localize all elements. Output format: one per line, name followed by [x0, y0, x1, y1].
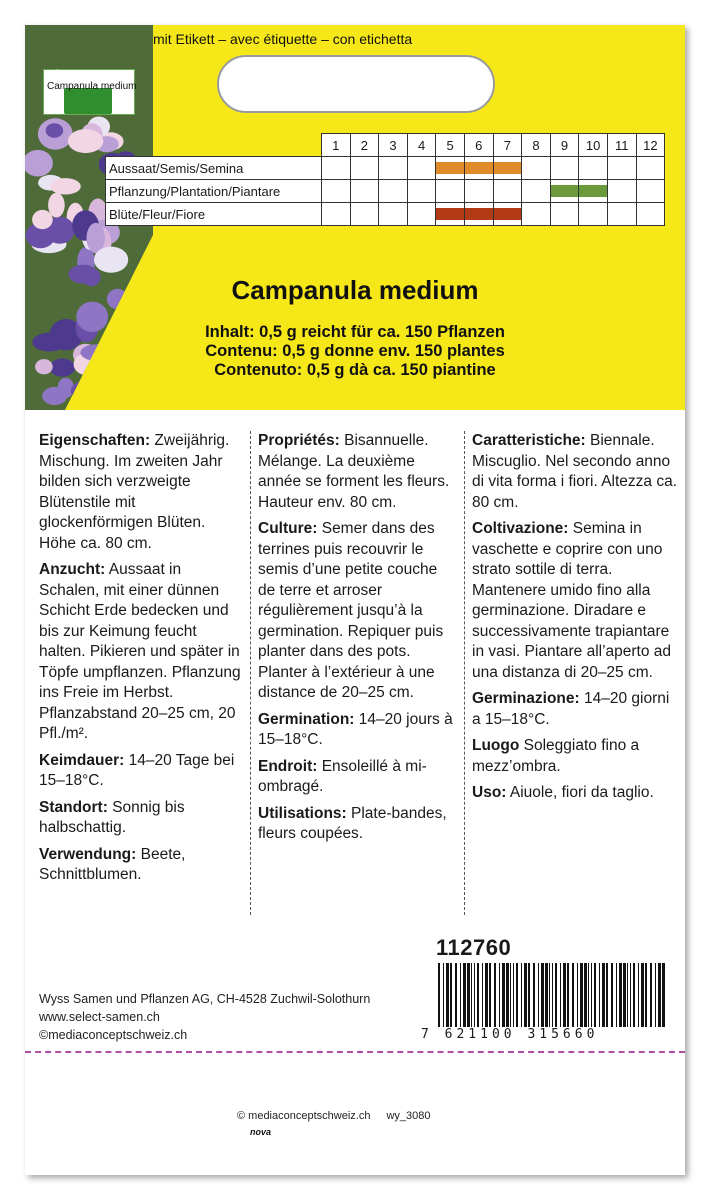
calendar-cell [379, 203, 408, 226]
instruction-heading: Verwendung: [39, 845, 137, 863]
barcode-bar [650, 963, 652, 1035]
barcode-bar [560, 963, 561, 1035]
calendar-cell [522, 180, 551, 203]
barcode-bar [555, 963, 557, 1035]
calendar-cell [493, 180, 522, 203]
calendar-cell [407, 203, 436, 226]
calendar-cell [493, 203, 522, 226]
select-logo-text: select [45, 69, 74, 80]
barcode-bar [638, 963, 639, 1035]
instruction-heading: Germination: [258, 710, 355, 728]
calendar-cell [607, 203, 636, 226]
barcode-bar [572, 963, 574, 1035]
footer-copyright: © mediaconceptschweiz.ch [237, 1110, 371, 1122]
instruction-text: 14–20 giorni a 15–18°C. [472, 690, 670, 728]
footer [237, 1110, 431, 1122]
month-header: 2 [350, 134, 379, 157]
barcode-bar [506, 963, 509, 1035]
instruction-text: Zweijährig. Mischung. Im zweiten Jahr bilden sich verzweigte Blütenstile mit glockenförmigen Blüten. Höhe ca. 80 cm. [39, 432, 230, 552]
calendar-cell [436, 157, 465, 180]
barcode-bar [502, 963, 505, 1035]
month-header: 4 [407, 134, 436, 157]
month-header: 6 [464, 134, 493, 157]
barcode-bar [499, 963, 500, 1035]
calendar-cell [636, 180, 665, 203]
instruction-paragraph [258, 804, 458, 845]
label-note: mit Etikett – avec étiquette – con etichetta [153, 31, 413, 47]
bloom [71, 380, 105, 401]
month-header: 11 [607, 134, 636, 157]
calendar-cell [436, 203, 465, 226]
imprint-company: Wyss Samen und Pflanzen AG, CH-4528 Zuchwil-Solothurn [39, 992, 371, 1006]
instruction-heading: Luogo [472, 737, 520, 754]
barcode-bar [438, 963, 440, 1035]
barcode-bar [602, 963, 605, 1035]
instruction-paragraph [472, 431, 678, 513]
calendar-corner [106, 134, 322, 157]
month-header: 7 [493, 134, 522, 157]
bloom [50, 178, 81, 194]
instruction-heading: Endroit: [258, 757, 318, 775]
instruction-text: 14–20 Tage bei 15–18°C. [39, 751, 235, 789]
barcode-bar [599, 963, 600, 1035]
barcode-bar [467, 963, 470, 1035]
barcode-bar [616, 963, 617, 1035]
instruction-heading: Uso: [472, 784, 507, 801]
calendar-cell [636, 203, 665, 226]
calendar-period-bar [494, 162, 522, 174]
instruction-text: Plate-bandes, fleurs coupées. [258, 804, 447, 842]
instruction-heading: Utilisations: [258, 804, 347, 822]
calendar-cell [579, 157, 608, 180]
barcode-bar [446, 963, 449, 1035]
calendar-period-bar [579, 185, 607, 197]
barcode-bar [455, 963, 457, 1035]
instruction-heading: Coltivazione: [472, 520, 569, 537]
calendar-cell [350, 180, 379, 203]
instruction-paragraph [258, 431, 458, 513]
barcode-bar [471, 963, 472, 1035]
instruction-text: Sonnig bis halbschattig. [39, 798, 185, 836]
barcode-bar [482, 963, 483, 1035]
barcode-bar [623, 963, 626, 1035]
barcode-bar [658, 963, 661, 1035]
barcode-bar [443, 963, 444, 1035]
barcode-bar [545, 963, 548, 1035]
imprint-website: www.select-samen.ch [39, 1010, 160, 1024]
calendar-period-bar [436, 162, 464, 174]
instruction-paragraph [39, 560, 242, 745]
barcode-bar [485, 963, 488, 1035]
imprint [39, 990, 370, 1044]
barcode-bar [524, 963, 527, 1035]
calendar-period-bar [494, 208, 522, 220]
barcode-bar [563, 963, 566, 1035]
instruction-heading: Culture: [258, 520, 318, 537]
column-italian [472, 431, 678, 810]
instruction-text: Bisannuelle. Mélange. La deuxième année se forment les fleurs. Hauteur env. 80 cm. [258, 432, 450, 511]
bloom [48, 193, 65, 218]
barcode-bar [538, 963, 539, 1035]
barcode-bar [584, 963, 587, 1035]
footer-code: wy_3080 [386, 1110, 431, 1122]
barcode-bar [580, 963, 583, 1035]
barcode-bar [549, 963, 550, 1035]
bloom [83, 383, 112, 410]
calendar-row [106, 180, 665, 203]
column-divider [464, 431, 465, 915]
calendar-cell [579, 180, 608, 203]
barcode-bar [630, 963, 631, 1035]
calendar-cell [464, 157, 493, 180]
calendar-cell [379, 180, 408, 203]
article-number: 112760 [436, 935, 512, 960]
barcode-bar [528, 963, 530, 1035]
calendar-period-bar [436, 208, 464, 220]
column-german [39, 431, 242, 892]
calendar-cell [464, 180, 493, 203]
instruction-paragraph [472, 736, 678, 777]
barcode-bar [591, 963, 592, 1035]
bloom [94, 247, 128, 273]
instruction-paragraph [472, 689, 678, 730]
column-french [258, 431, 458, 851]
instruction-paragraph [258, 757, 458, 798]
instructions [25, 431, 685, 931]
calendar-row-label: Pflanzung/Plantation/Piantare [106, 180, 322, 203]
calendar-cell [493, 157, 522, 180]
calendar-row-label: Aussaat/Semis/Semina [106, 157, 322, 180]
calendar-cell [522, 157, 551, 180]
contents-de: Inhalt: 0,5 g reicht für ca. 150 Pflanzen [205, 323, 505, 341]
month-header: 3 [379, 134, 408, 157]
instruction-heading: Keimdauer: [39, 751, 125, 769]
barcode-bar [594, 963, 596, 1035]
bloom [68, 129, 103, 153]
barcode-bar [513, 963, 514, 1035]
barcode-bar [633, 963, 635, 1035]
calendar-cell [464, 203, 493, 226]
instruction-paragraph [39, 798, 242, 839]
barcode-bar [510, 963, 511, 1035]
barcode-bar [541, 963, 544, 1035]
instruction-text: Soleggiato fino a mezz’ombra. [472, 737, 640, 775]
calendar-period-bar [465, 208, 493, 220]
barcode-bar [477, 963, 479, 1035]
instruction-text: Semer dans des terrines puis recouvrir le semis d’une petite couche de terre et arroser régulièrement jusqu’à la germination. Repiquer puis planter dans des pots. Planter à l’extérieur à une distance de 20–25 cm. [258, 520, 444, 701]
barcode-bar [463, 963, 466, 1035]
instruction-heading: Anzucht: [39, 561, 106, 578]
barcode-bar [606, 963, 608, 1035]
barcode-bar [645, 963, 647, 1035]
barcode-bar [460, 963, 461, 1035]
barcode-bar [662, 963, 665, 1035]
barcode-bar [567, 963, 569, 1035]
sowing-calendar [105, 133, 665, 226]
instruction-paragraph [39, 751, 242, 792]
instruction-text: Aiuole, fiori da taglio. [506, 784, 654, 801]
instruction-text: Aussaat in Schalen, mit einer dünnen Schicht Erde bedecken und bis zur Keimung feucht halten. Pikieren und später in Töpfe umpflanzen. Pflanzung ins Freie im Herbst. Pflanzabstand 20–25 cm, 20 Pfl./m². [39, 561, 241, 742]
calendar-cell [322, 203, 351, 226]
barcode-bar [494, 963, 496, 1035]
month-header: 1 [322, 134, 351, 157]
calendar-cell [407, 180, 436, 203]
tag-plant-name: Campanula medium [47, 81, 137, 92]
contents-block [25, 323, 685, 380]
instruction-paragraph [39, 431, 242, 554]
calendar-cell [322, 157, 351, 180]
instruction-paragraph [472, 783, 678, 804]
calendar-period-bar [465, 162, 493, 174]
hanging-slot [217, 55, 495, 113]
calendar-cell [436, 180, 465, 203]
calendar-cell [550, 180, 579, 203]
calendar-row [106, 203, 665, 226]
calendar-period-bar [551, 185, 579, 197]
imprint-copyright: ©mediaconceptschweiz.ch [39, 1028, 188, 1042]
instruction-text: Beete, Schnittblumen. [39, 845, 186, 883]
instruction-text: Ensoleillé à mi-ombragé. [258, 757, 427, 795]
bloom [46, 123, 64, 137]
column-divider [250, 431, 251, 915]
calendar-cell [379, 157, 408, 180]
instruction-paragraph [258, 710, 458, 751]
instruction-heading: Eigenschaften: [39, 432, 151, 449]
barcode-bar [619, 963, 622, 1035]
instruction-paragraph [472, 519, 678, 683]
contents-it: Contenuto: 0,5 g dà ca. 150 piantine [214, 361, 496, 379]
calendar-cell [350, 203, 379, 226]
barcode-bar [577, 963, 578, 1035]
barcode-bar [627, 963, 628, 1035]
barcode-bar [521, 963, 522, 1035]
month-header: 10 [579, 134, 608, 157]
barcode-bar [474, 963, 475, 1035]
barcode-bar [655, 963, 656, 1035]
calendar-cell [550, 203, 579, 226]
month-header: 8 [522, 134, 551, 157]
instruction-text: Semina in vaschette e coprire con uno strato sottile di terra. Mantenere umido fino alla germinazione. Diradare e successivamente trapiantare in vasi. Piantare all’aperto ad una distanza di 20–25 cm. [472, 520, 672, 681]
nova-logo: nova [250, 1127, 272, 1137]
barcode-bar [489, 963, 491, 1035]
bloom [58, 378, 74, 398]
barcode-bar [552, 963, 553, 1035]
barcode-bar [533, 963, 535, 1035]
instruction-text: 14–20 jours à 15–18°C. [258, 710, 453, 748]
calendar-cell [636, 157, 665, 180]
calendar-row-label: Blüte/Fleur/Fiore [106, 203, 322, 226]
month-header: 12 [636, 134, 665, 157]
barcode-bar [611, 963, 613, 1035]
bloom [32, 210, 53, 229]
month-header: 5 [436, 134, 465, 157]
calendar-cell [350, 157, 379, 180]
instruction-paragraph [258, 519, 458, 704]
instruction-text: Biennale. Miscuglio. Nel secondo anno di vita forma i fiori. Altezza ca. 80 cm. [472, 432, 678, 511]
seed-packet-back [25, 25, 685, 1175]
cut-line [25, 1051, 685, 1053]
barcode-bar [450, 963, 452, 1035]
instruction-heading: Caratteristiche: [472, 432, 586, 449]
contents-fr: Contenu: 0,5 g donne env. 150 plantes [205, 342, 505, 360]
calendar-cell [522, 203, 551, 226]
instruction-heading: Germinazione: [472, 690, 580, 707]
barcode-bar [641, 963, 644, 1035]
calendar-cell [607, 157, 636, 180]
barcode-bar [516, 963, 518, 1035]
barcode-digits: 7 621100 315660 [421, 1027, 671, 1042]
calendar-cell [579, 203, 608, 226]
calendar-row [106, 157, 665, 180]
instruction-paragraph [39, 845, 242, 886]
barcode-bar [588, 963, 589, 1035]
calendar-cell [407, 157, 436, 180]
instruction-heading: Propriétés: [258, 432, 340, 449]
product-title: Campanula medium [231, 275, 479, 305]
instruction-heading: Standort: [39, 798, 108, 816]
calendar-cell [550, 157, 579, 180]
calendar-cell [607, 180, 636, 203]
calendar-cell [322, 180, 351, 203]
month-header: 9 [550, 134, 579, 157]
